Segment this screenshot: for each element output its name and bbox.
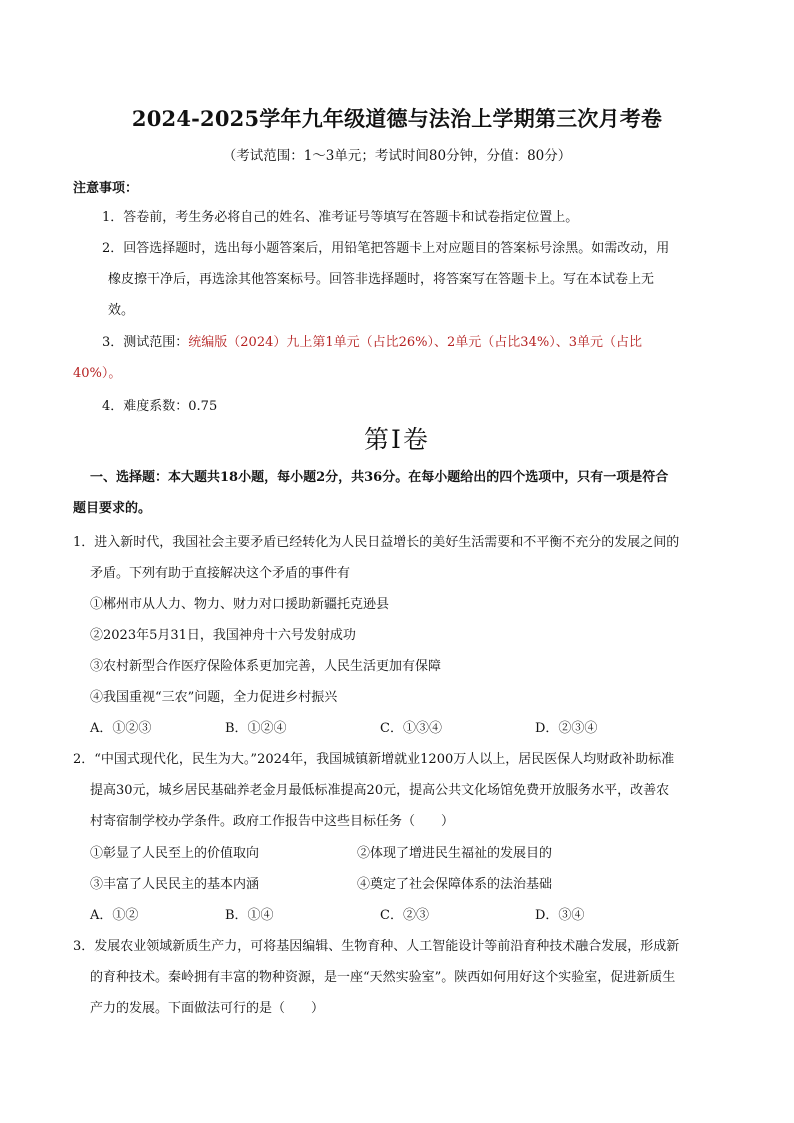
notice-item-1: 1．答卷前，考生务必将自己的姓名、准考证号等填写在答题卡和试卷指定位置上。	[102, 210, 579, 225]
notice-item-4: 4．难度系数：0.75	[102, 399, 218, 414]
q1-option-b: B．①②④	[225, 721, 287, 736]
q3-stem-line-2: 的育种技术。秦岭拥有丰富的物种资源，是一座“天然实验室”。陕西如何用好这个实验室，促进新质生	[90, 970, 676, 985]
exam-subtitle: （考试范围：1～3单元；考试时间80分钟，分值：80分）	[222, 148, 572, 164]
q2-option-a: A．①②	[90, 908, 139, 923]
q1-option-c: C．①③④	[380, 721, 442, 736]
section-instruction-line-1: 一、选择题：本大题共18小题，每小题2分，共36分。在每小题给出的四个选项中，只有一项是符合	[90, 470, 669, 485]
q1-option-a: A．①②③	[90, 721, 152, 736]
part-one-heading: 第Ⅰ卷	[364, 425, 430, 454]
notice-item-2-line-2: 橡皮擦干净后，再选涂其他答案标号。回答非选择题时，将答案写在答题卡上。写在本试卷上无	[108, 272, 655, 287]
q1-stem-line-1: 1．进入新时代，我国社会主要矛盾已经转化为人民日益增长的美好生活需要和不平衡不充分的发展之间的	[73, 535, 680, 550]
q2-stem-line-3: 村寄宿制学校办学条件。政府工作报告中这些目标任务（ ）	[90, 814, 455, 829]
q2-statement-2: ②体现了增进民生福祉的发展目的	[357, 846, 553, 861]
notice-item-3-line-2: 40%）。	[73, 366, 122, 381]
q2-option-d: D．③④	[535, 908, 585, 923]
exam-title: 2024-2025学年九年级道德与法治上学期第三次月考卷	[131, 106, 663, 131]
q1-statement-3: ③农村新型合作医疗保险体系更加完善，人民生活更加有保障	[90, 659, 442, 674]
section-instruction-line-2: 题目要求的。	[73, 501, 152, 516]
notice-heading: 注意事项：	[73, 181, 139, 196]
q2-option-c: C．②③	[380, 908, 429, 923]
q1-stem-line-2: 矛盾。下列有助于直接解决这个矛盾的事件有	[90, 566, 351, 581]
q2-statement-4: ④奠定了社会保障体系的法治基础	[357, 877, 553, 892]
q2-statement-3: ③丰富了人民民主的基本内涵	[90, 877, 260, 892]
q3-stem-line-3: 产力的发展。下面做法可行的是（ ）	[90, 1001, 325, 1016]
notice-item-2-line-3: 效。	[108, 303, 135, 318]
q2-stem-line-2: 提高30元，城乡居民基础养老金月最低标准提高20元，提高公共文化场馆免费开放服务水平，改善农	[90, 783, 670, 798]
notice-item-3-prefix: 3．测试范围：	[102, 335, 189, 350]
q2-stem-line-1: 2．“中国式现代化，民生为大。”2024年，我国城镇新增就业1200万人以上，居民医保人均财政补助标准	[73, 752, 675, 767]
notice-item-3-line-1	[102, 331, 642, 350]
q1-option-d: D．②③④	[535, 721, 598, 736]
q2-option-b: B．①④	[225, 908, 274, 923]
q1-statement-4: ④我国重视“三农”问题，全力促进乡村振兴	[90, 690, 338, 705]
q1-statement-1: ①郴州市从人力、物力、财力对口援助新疆托克逊县	[90, 597, 390, 612]
q1-statement-2: ②2023年5月31日，我国神舟十六号发射成功	[90, 628, 356, 643]
q2-statement-1: ①彰显了人民至上的价值取向	[90, 846, 260, 861]
q3-stem-line-1: 3．发展农业领域新质生产力，可将基因编辑、生物育种、人工智能设计等前沿育种技术融合发展，形成新	[73, 939, 680, 954]
notice-item-2-line-1: 2．回答选择题时，选出每小题答案后，用铅笔把答题卡上对应题目的答案标号涂黑。如需改动，用	[102, 241, 670, 256]
notice-item-3-scope: 统编版（2024）九上第1单元（占比26%）、2单元（占比34%）、3单元（占比	[188, 335, 642, 350]
